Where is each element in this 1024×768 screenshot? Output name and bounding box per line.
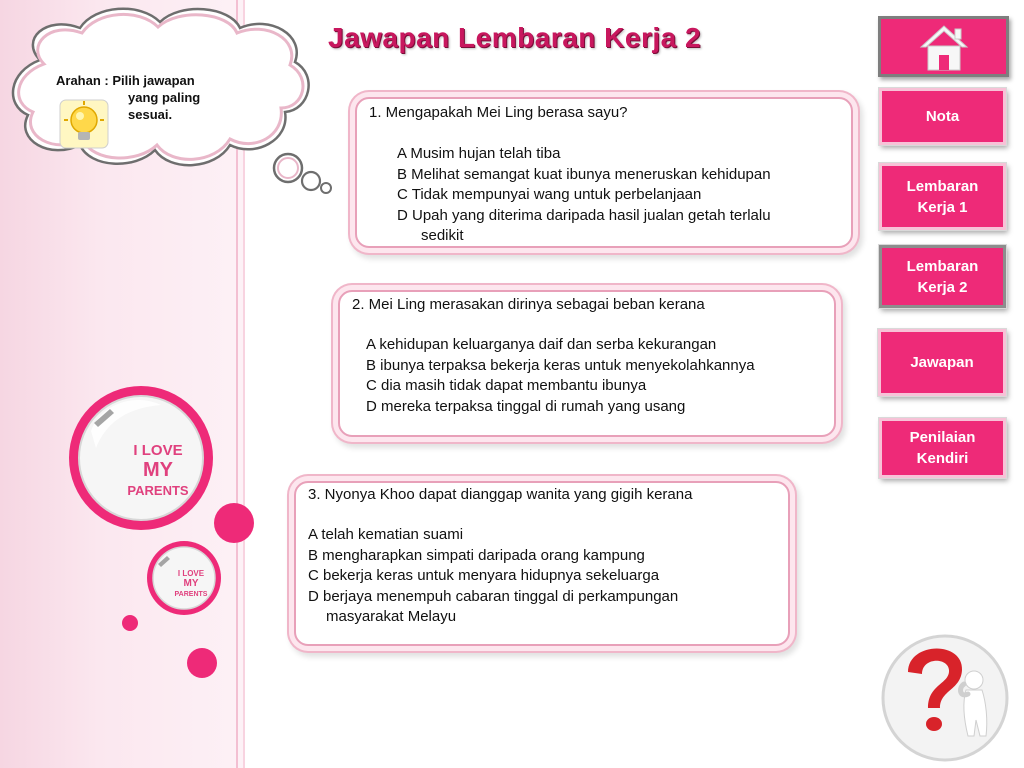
option-c[interactable]: C bekerja keras untuk menyara hidupnya sekeluarga bbox=[308, 567, 660, 584]
instruction-line-1: Arahan : Pilih jawapan bbox=[56, 73, 195, 88]
small-i-love-my-parents-badge bbox=[146, 540, 222, 616]
i-love-my-parents-badge bbox=[66, 383, 216, 533]
decorative-dot bbox=[214, 503, 254, 543]
nav-label-line: Lembaran bbox=[906, 177, 979, 195]
home-button[interactable] bbox=[878, 16, 1009, 77]
badge-text-line-3: PARENTS bbox=[127, 483, 189, 498]
nav-jawapan-button[interactable] bbox=[878, 329, 1006, 396]
option-list bbox=[366, 335, 755, 417]
nav-penilaian-kendiri-button[interactable] bbox=[879, 418, 1006, 478]
option-d[interactable]: D mereka terpaksa tinggal di rumah yang usang bbox=[366, 397, 686, 415]
nav-label-line: Lembaran bbox=[906, 257, 979, 275]
nav-lembaran-kerja-1-button[interactable] bbox=[879, 163, 1006, 230]
option-c[interactable]: C Tidak mempunyai wang untuk perbelanjaan bbox=[397, 186, 702, 203]
option-a[interactable]: A kehidupan keluarganya daif dan serba kekurangan bbox=[366, 336, 717, 353]
page-title: Jawapan Lembaran Kerja 2 bbox=[328, 22, 702, 53]
badge-text-line-2: MY bbox=[143, 459, 173, 481]
question-text: 2. Mei Ling merasakan dirinya sebagai beban kerana bbox=[352, 296, 705, 313]
option-b[interactable]: B Melihat semangat kuat ibunya meneruskan kehidupan bbox=[397, 165, 771, 183]
question-box-1 bbox=[355, 97, 853, 248]
nav-label-line: Penilaian bbox=[909, 429, 976, 446]
badge-text-line-1: I LOVE bbox=[177, 569, 205, 578]
home-icon bbox=[918, 23, 970, 73]
nav-label-line: Kerja 2 bbox=[917, 278, 968, 296]
nav-label-line: Kerja 1 bbox=[917, 198, 968, 216]
nav-nota-button[interactable] bbox=[879, 88, 1006, 145]
question-text: 3. Nyonya Khoo dapat dianggap wanita yang gigih kerana bbox=[308, 486, 693, 503]
instruction-line-2: yang paling bbox=[128, 90, 201, 105]
nav-label-line: Kendiri bbox=[916, 450, 969, 467]
badge-text-line-3: PARENTS bbox=[174, 591, 208, 598]
lightbulb-icon bbox=[58, 98, 110, 150]
question-mark-figure-icon[interactable] bbox=[878, 632, 1012, 762]
option-d[interactable]: D Upah yang diterima daripada hasil jualan getah terlalu bbox=[397, 206, 771, 224]
option-list bbox=[397, 144, 771, 247]
option-a[interactable]: A Musim hujan telah tiba bbox=[397, 145, 561, 162]
option-d[interactable]: D berjaya menempuh cabaran tinggal di perkampungan bbox=[308, 587, 679, 605]
instruction-line-3: sesuai. bbox=[128, 107, 173, 122]
nav-jawapan-label: Jawapan bbox=[910, 354, 974, 371]
nav-nota-label: Nota bbox=[925, 108, 960, 125]
option-d-continuation[interactable]: sedikit bbox=[421, 227, 464, 244]
option-c[interactable]: C dia masih tidak dapat membantu ibunya bbox=[366, 377, 647, 394]
nav-lembaran-kerja-2-button[interactable] bbox=[879, 245, 1006, 308]
question-box-2 bbox=[338, 290, 836, 437]
decorative-dot bbox=[122, 615, 138, 631]
option-b[interactable]: B ibunya terpaksa bekerja keras untuk menyekolahkannya bbox=[366, 356, 755, 374]
option-list bbox=[308, 525, 678, 628]
option-b[interactable]: B mengharapkan simpati daripada orang kampung bbox=[308, 546, 645, 564]
badge-text-line-1: I LOVE bbox=[133, 442, 183, 459]
option-d-continuation[interactable]: masyarakat Melayu bbox=[326, 608, 457, 625]
badge-text-line-2: MY bbox=[183, 578, 199, 589]
option-a[interactable]: A telah kematian suami bbox=[308, 526, 464, 543]
question-text: 1. Mengapakah Mei Ling berasa sayu? bbox=[369, 104, 628, 121]
question-box-3 bbox=[294, 481, 790, 646]
decorative-dot bbox=[187, 648, 217, 678]
